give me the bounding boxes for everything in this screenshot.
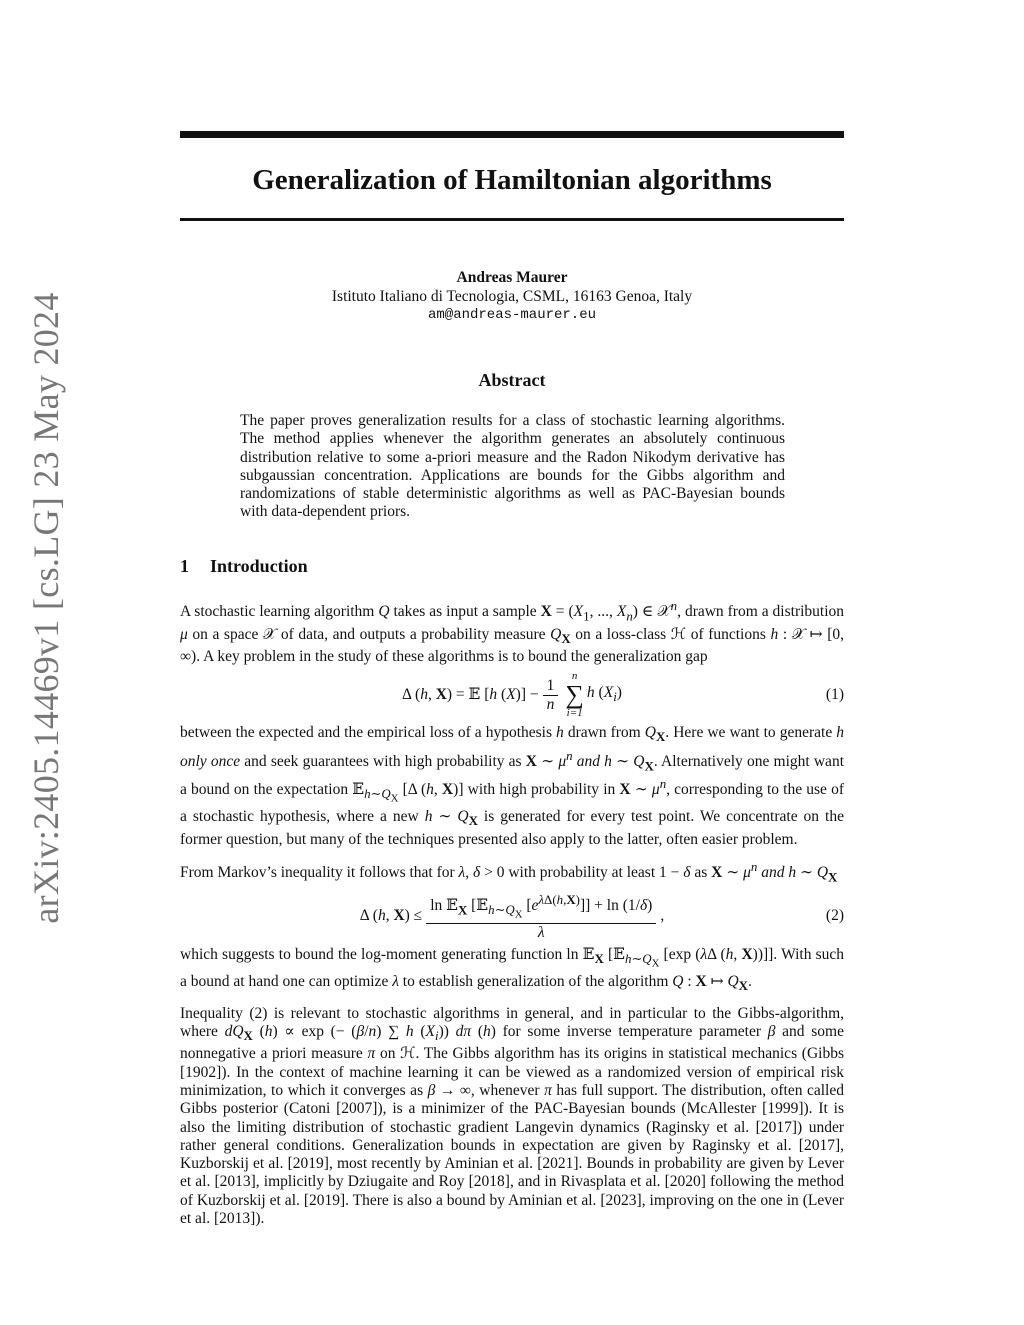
- author-email: am@andreas-maurer.eu: [427, 307, 597, 323]
- section-heading: [180, 556, 308, 577]
- paper-title: Generalization of Hamiltonian algorithms: [252, 164, 772, 196]
- equation-2: Δ (h, X) ≤ $\frac{\ln 𝔼_X [𝔼_{h\sim Q_X} [e^{\lambda\Delta(h,X)}]] + \ln (1/\delta)}{\lambda}$ , (2): [359, 891, 844, 942]
- paragraph-3: From Markov’s inequality it follows that for λ, δ > 0 with probability at least 1 − δ as X ∼ $\mu^n$ and h ∼ $Q_X$: [180, 858, 838, 885]
- abstract-heading: Abstract: [478, 370, 546, 390]
- section-title: Introduction: [210, 556, 308, 576]
- equation-1-number: (1): [825, 686, 844, 704]
- paragraph-4-lead: Inequality (2) is relevant to stochastic algorithms in general, and in particular to the Gibbs-algorithm, where: [180, 1004, 844, 1041]
- paper-body: [180, 597, 844, 1228]
- author-affiliation: Istituto Italiano di Tecnologia, CSML, 16163 Genoa, Italy: [331, 288, 693, 305]
- equation-1: Δ (h, X) = 𝔼 [h (X)] − $\frac{1}{n}$ n ∑ i=1 h $(X_i)$ (1): [402, 670, 844, 720]
- paragraph-4: Inequality (2) is relevant to stochastic algorithms in general, and in particular to the Gibbs-algorithm, where $dQ_X$ (h) ∝ exp (− (β/n) ∑ h $(X_i)$) dπ (h) for some inverse temperature parameter β and some nonnegative a priori measure π on ℋ. The Gibbs algorithm has its origins in statistical mechanics (Gibbs [1902]). In the context of machine learning it can be viewed as a randomized version of empirical risk minimization, to which it converges as β → ∞, whenever π has full support. The distribution, often called Gibbs posterior (Catoni [2007]), is a minimizer of the PAC-Bayesian bounds (McAllester [1999]). It is also the limiting distribution of stochastic gradient Langevin dynamics (Raginsky et al. [2017]) under rather general conditions. Generalization bounds in expectation are given by Raginsky et al. [2017], Kuzborskij et al. [2019], most recently by Aminian et al. [2021]. Bounds in probability are given by Lever et al. [2013], implicitly by Dziugaite and Roy [2018], and in Rivasplata et al. [2020] following the method of Kuzborskij et al. [2019]. There is also a bound by Aminian et al. [2023], improving on the one in (Lever et al. [2013]).: [180, 1004, 844, 1228]
- paragraph-1: A stochastic learning algorithm Q takes as input a sample $X = (X_1$, ..., $X_n$) ∈ 𝒳$^n$, drawn from a distribution μ on a space 𝒳 of data, and outputs a probability measure $Q_X$ on a loss-class ℋ of functions h : 𝒳 ↦ [0, ∞). A key problem in the study of these algorithms is to bound the generalization gap: [180, 598, 845, 665]
- title-rule-bottom: [180, 218, 844, 221]
- equation-2-number: (2): [825, 907, 844, 925]
- section-number: 1: [180, 556, 189, 576]
- arxiv-id: arXiv:2405.14469v1 [cs.LG] 23 May 2024: [26, 292, 66, 924]
- author-name: Andreas Maurer: [456, 269, 568, 286]
- title-rule-top: [180, 131, 844, 138]
- paragraph-2: between the expected and the empirical loss of a hypothesis h drawn from $Q_X$. Here we want to generate h only once and seek guarantees with high probability as X ∼ $\mu^n$ and h ∼ $Q_X$. Alternatively one might want a bound on the expectation 𝔼$_{h\sim Q_X}$ [Δ (h, X)] with high probability in X ∼ $\mu^n$, corresponding to the use of a stochastic hypothesis, where a new h ∼ $Q_X$ is generated for every test point. We concentrate on the former question, but many of the techniques presented also apply to the latter, often easier problem.: [180, 724, 844, 848]
- abstract-text: The paper proves generalization results for a class of stochastic learning algorithms. The method applies whenever the algorithm generates an absolutely continuous distribution relative to some a-priori measure and the Radon Nikodym derivative has subgaussian concentration. Applications are bounds for the Gibbs algorithm and randomizations of stable deterministic algorithms as well as PAC-Bayesian bounds with data-dependent priors.: [240, 412, 785, 521]
- paragraph-3b: which suggests to bound the log-moment generating function ln 𝔼$_X$ [𝔼$_{h\sim Q_X}$ [exp (λΔ (h, X))]]. With such a bound at hand one can optimize λ to establish generalization of the algorithm Q : X ↦ $Q_X$.: [180, 946, 845, 994]
- author-block: [180, 268, 844, 325]
